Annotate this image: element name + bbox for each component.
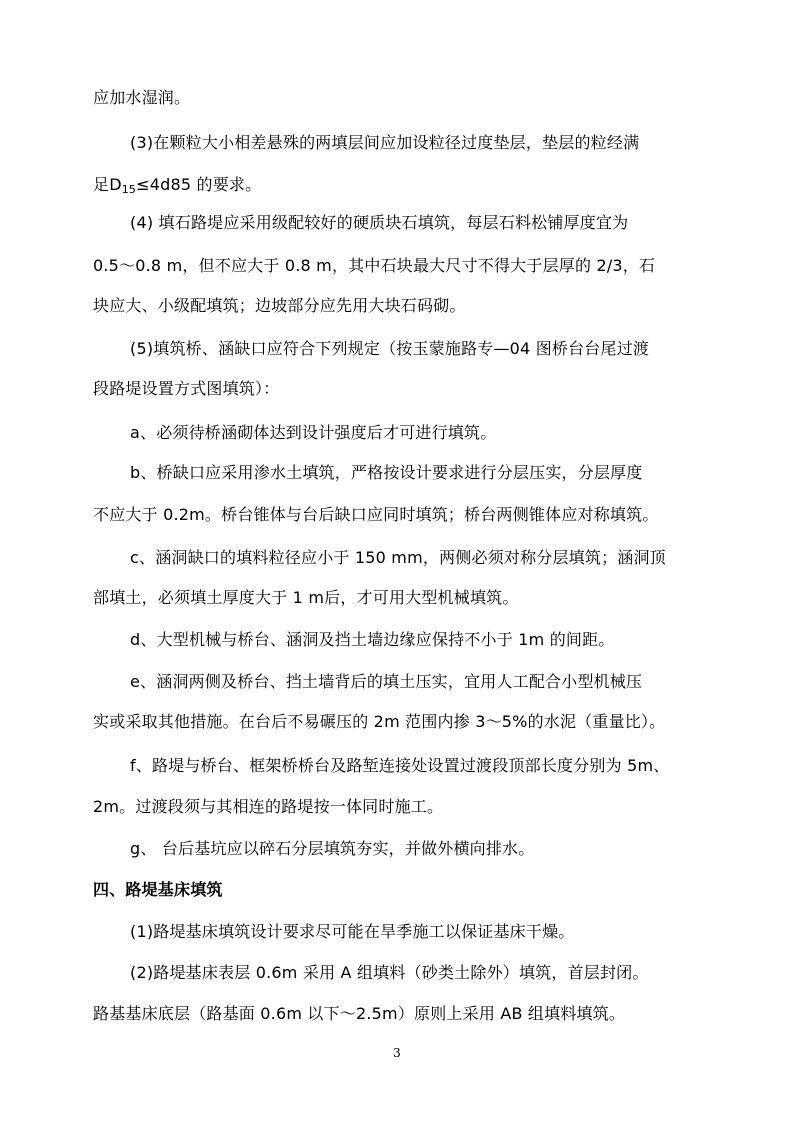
text-line-17: f、路堤与桥台、框架桥桥台及路堑连接处设置过渡段顶部长度分别为 5m、 <box>130 756 670 775</box>
text-line-20: (1)路堤基床填筑设计要求尽可能在旱季施工以保证基床干燥。 <box>130 922 575 941</box>
text-line-5: 0.5～0.8 m，但不应大于 0.8 m，其中石块最大尺寸不得大于层厚的 2/3，石 <box>93 256 656 275</box>
text-line-22: 路基基床底层（路基面 0.6m 以下～2.5m）原则上采用 AB 组填料填筑。 <box>93 1004 626 1023</box>
text-prefix: 足 <box>93 175 110 194</box>
text-line-15: e、涵洞两侧及桥台、挡土墙背后的填土压实，宜用人工配合小型机械压 <box>130 672 643 691</box>
text-line-2: (3)在颗粒大小相差悬殊的两填层间应加设粒径过度垫层，垫层的粒经满 <box>130 133 640 152</box>
text-line-8: 段路堤设置方式图填筑）： <box>93 379 280 398</box>
text-line-14: d、大型机械与桥台、涵洞及挡土墙边缘应保持不小于 1m 的间距。 <box>130 630 615 649</box>
text-line-12: c、涵洞缺口的填料粒径应小于 150 mm，两侧必须对称分层填筑；涵洞顶 <box>130 548 666 567</box>
text-line-1: 应加水湿润。 <box>93 88 191 107</box>
text-line-13: 部填土，必须填土厚度大于 1 m后，才可用大型机械填筑。 <box>93 588 519 607</box>
text-line-18: 2m。过渡段须与其相连的路堤按一体同时施工。 <box>93 797 444 816</box>
text-suffix: ≤4d85 的要求。 <box>136 175 262 194</box>
d-symbol: D <box>109 175 122 194</box>
text-line-21: (2)路堤基床表层 0.6m 采用 A 组填料（砂类土除外）填筑，首层封闭。 <box>130 963 649 982</box>
text-line-16: 实或采取其他措施。在台后不易碾压的 2m 范围内掺 3～5%的水泥（重量比）。 <box>93 712 666 731</box>
text-line-4: (4) 填石路堤应采用级配较好的硬质块石填筑，每层石料松铺厚度宜为 <box>130 213 629 232</box>
page-number: 3 <box>393 1046 401 1060</box>
subscript-15: 15 <box>121 183 137 196</box>
section-heading: 四、路堤基床填筑 <box>93 880 223 899</box>
text-line-9: a、必须待桥涵砌体达到设计强度后才可进行填筑。 <box>130 423 497 442</box>
text-line-7: (5)填筑桥、涵缺口应符合下列规定（按玉蒙施路专—04 图桥台台尾过渡 <box>130 339 650 358</box>
text-line-10: b、桥缺口应采用渗水土填筑，严格按设计要求进行分层压实，分层厚度 <box>130 463 643 482</box>
text-line-6: 块应大、小级配填筑；边坡部分应先用大块石码砌。 <box>93 296 466 315</box>
text-line-19: g、 台后基坑应以碎石分层填筑夯实，并做外横向排水。 <box>130 839 535 858</box>
text-line-3 <box>93 175 713 195</box>
text-line-11: 不应大于 0.2m。桥台锥体与台后缺口应同时填筑；桥台两侧锥体应对称填筑。 <box>93 505 659 524</box>
